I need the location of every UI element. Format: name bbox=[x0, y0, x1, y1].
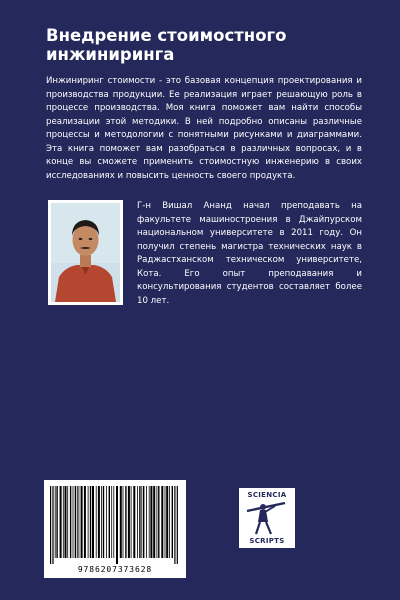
author-portrait-icon bbox=[51, 203, 120, 302]
publisher-name-top: SCIENCIA bbox=[247, 491, 287, 499]
isbn-number: 9786207373628 bbox=[77, 565, 153, 574]
scientist-figure-icon bbox=[245, 501, 289, 535]
isbn-barcode bbox=[44, 480, 186, 578]
author-bio: Г-н Вишал Ананд начал преподавать на факультете машиностроения в Джайпурском национальном университете в 2011 году. Он получил степень магистра технических наук в Раджастханском техническом университете, Кота. Его опыт преподавания и консультирования студентов составляет более 10 лет. bbox=[137, 201, 362, 306]
author-photo bbox=[48, 200, 123, 305]
barcode-icon bbox=[44, 480, 186, 566]
book-title: Внедрение стоимостного инжиниринга bbox=[46, 26, 287, 64]
book-description: Инжиниринг стоимости - это базовая концепция проектирования и производства продукции. Ее реализация играет решающую роль в процессе производства. Моя книга поможет вам найти способы реализации этой методики. В ней подробно описаны различные процессы и методологии с понятными рисунками и диаграммами. Эта книга поможет вам разобраться в различных вопросах, и в конце вы сможете применить стоимостную инженерию в своих исследованиях и повысить ценность своего продукта. bbox=[46, 76, 362, 181]
publisher-name-bottom: SCRIPTS bbox=[249, 537, 285, 545]
publisher-logo bbox=[239, 488, 295, 548]
